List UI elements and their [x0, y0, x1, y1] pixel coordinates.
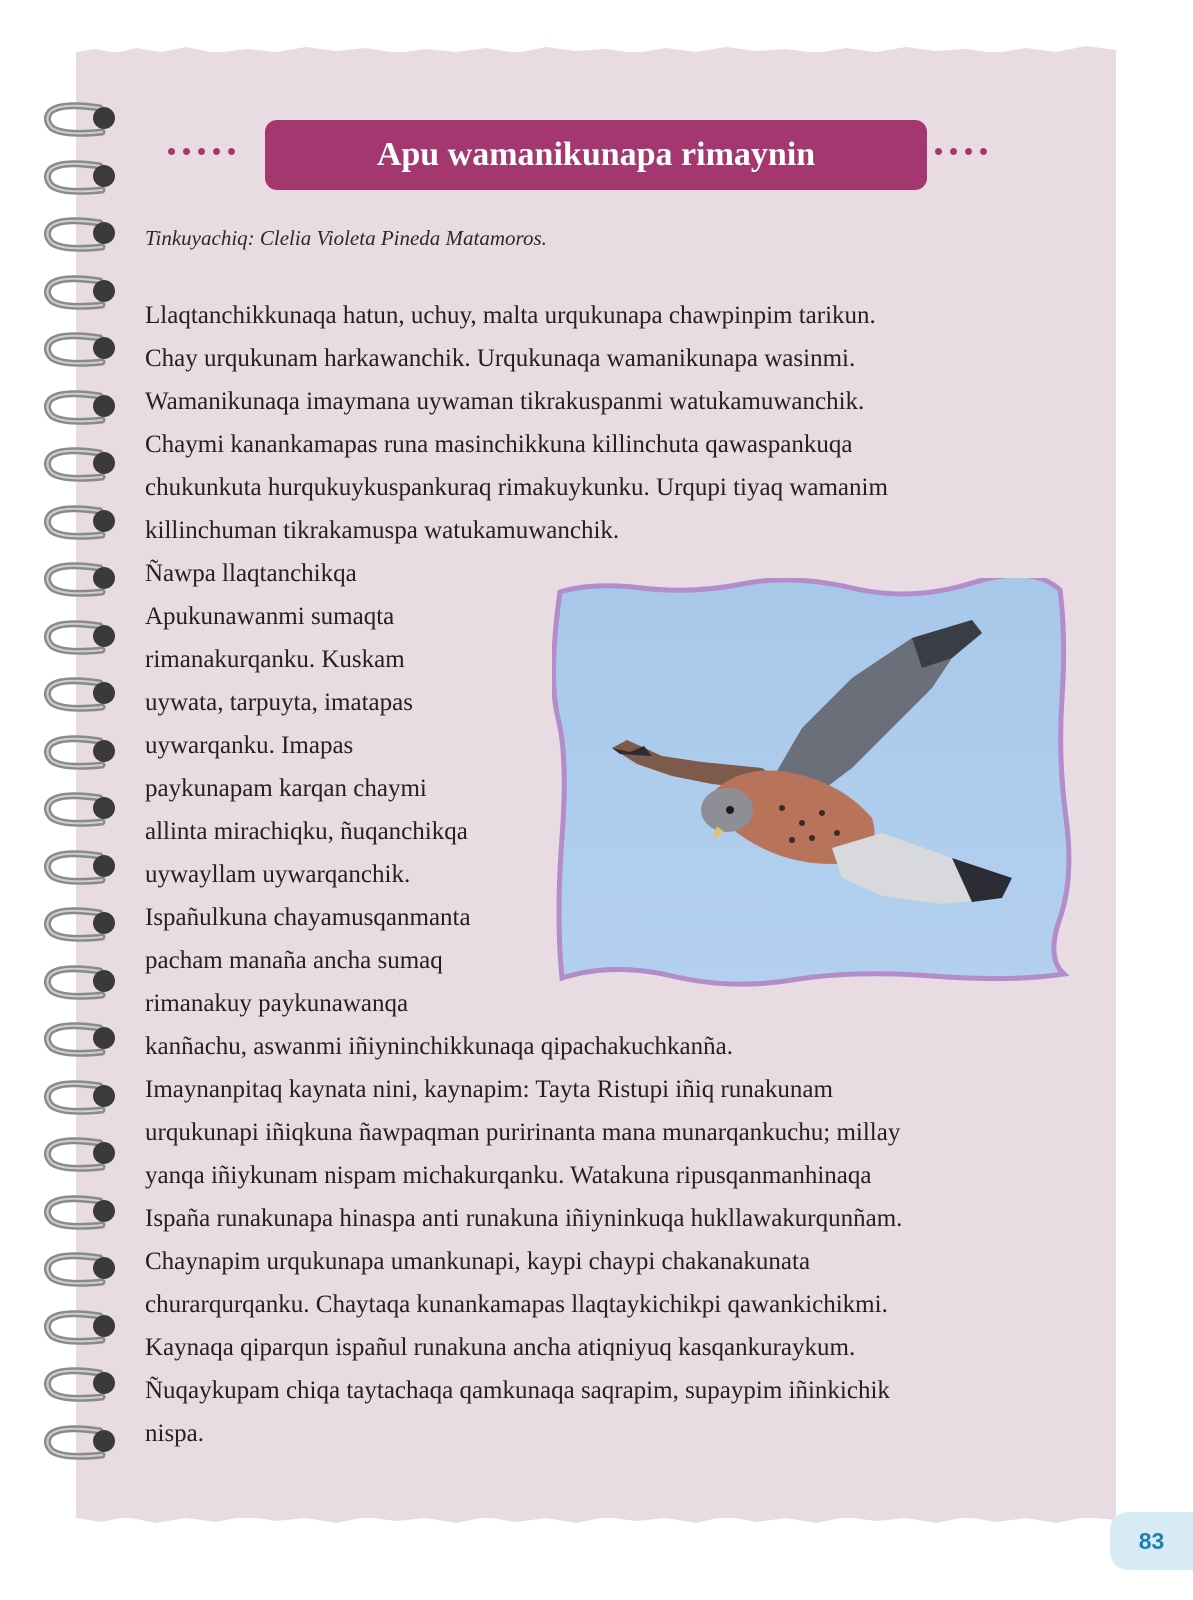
text-line: rimanakuy paykunawanqa [145, 990, 409, 1017]
torn-edge-top [76, 44, 1116, 58]
text-line: Ispaña runakunapa hinaspa anti runakuna iñiyninkuqa hukllawakurqunñam. [145, 1205, 903, 1232]
spiral-ring [40, 963, 130, 1003]
spiral-ring [40, 158, 130, 198]
text-line: allinta mirachiqku, ñuqanchikqa [145, 818, 468, 845]
paragraph-intro [145, 294, 888, 552]
text-line: Apukunawanmi sumaqta [145, 603, 395, 630]
text-line: Chaymi kanankamapas runa masinchikkuna killinchuta qawaspankuqa [145, 431, 853, 458]
spiral-ring [40, 1020, 130, 1060]
spiral-ring [40, 215, 130, 255]
page-number: 83 [1110, 1512, 1193, 1570]
spiral-ring [40, 1250, 130, 1290]
spiral-ring [40, 1193, 130, 1233]
spiral-ring [40, 100, 130, 140]
spiral-binding [40, 100, 130, 1480]
text-line: churarqurqanku. Chaytaqa kunankamapas llaqtaykichikpi qawankichikmi. [145, 1291, 888, 1318]
text-line: rimanakurqanku. Kuskam [145, 646, 405, 673]
paragraph-beside-photo [145, 552, 471, 1025]
text-line: yanqa iñiykunam nispam michakurqanku. Watakuna ripusqanmanhinaqa [145, 1162, 872, 1189]
spiral-ring [40, 1423, 130, 1463]
text-line: Imaynanpitaq kaynata nini, kaynapim: Tayta Ristupi iñiq runakunam [145, 1076, 833, 1103]
text-line: pacham manaña ancha sumaq [145, 947, 443, 974]
spiral-ring [40, 503, 130, 543]
torn-edge-bottom [76, 1512, 1116, 1526]
spiral-ring [40, 905, 130, 945]
spiral-ring [40, 388, 130, 428]
text-line: Ispañulkuna chayamusqanmanta [145, 904, 471, 931]
spiral-ring [40, 560, 130, 600]
spiral-ring [40, 618, 130, 658]
falcon-photo [552, 578, 1072, 988]
title-dots-right [920, 148, 987, 162]
spiral-ring [40, 1308, 130, 1348]
text-line: nispa. [145, 1420, 205, 1447]
page-title: Apu wamanikunapa rimaynin [265, 120, 927, 190]
text-line: chukunkuta hurqukuykuspankuraq rimakuykunku. Urqupi tiyaq wamanim [145, 474, 888, 501]
text-line: urqukunapi iñiqkuna ñawpaqman puririnanta mana munarqankuchu; millay [145, 1119, 901, 1146]
spiral-ring [40, 1078, 130, 1118]
text-line: Wamanikunaqa imaymana uywaman tikrakuspanmi watukamuwanchik. [145, 388, 865, 415]
spiral-ring [40, 445, 130, 485]
text-line: Chay urqukunam harkawanchik. Urqukunaqa wamanikunapa wasinmi. [145, 345, 856, 372]
text-line: Ñawpa llaqtanchikqa [145, 560, 357, 587]
text-line: killinchuman tikrakamuspa watukamuwanchik. [145, 517, 620, 544]
spiral-ring [40, 848, 130, 888]
text-line: Llaqtanchikkunaqa hatun, uchuy, malta urqukunapa chawpinpim tarikun. [145, 302, 876, 329]
spiral-ring [40, 330, 130, 370]
paragraph-continuation [145, 1025, 902, 1455]
spiral-ring [40, 1365, 130, 1405]
text-line: uywata, tarpuyta, imatapas [145, 689, 413, 716]
text-line: uywayllam uywarqanchik. [145, 861, 411, 888]
author-line: Tinkuyachiq: Clelia Violeta Pineda Matamoros. [145, 226, 547, 250]
text-line: Ñuqaykupam chiqa taytachaqa qamkunaqa saqrapim, supaypim iñinkichik [145, 1377, 890, 1404]
text-line: uywarqanku. Imapas [145, 732, 354, 759]
spiral-ring [40, 733, 130, 773]
spiral-ring [40, 273, 130, 313]
title-dots-left [168, 148, 235, 162]
text-line: Chaynapim urqukunapa umankunapi, kaypi chaypi chakanakunata [145, 1248, 811, 1275]
spiral-ring [40, 675, 130, 715]
text-line: Kaynaqa qiparqun ispañul runakuna ancha atiqniyuq kasqankuraykum. [145, 1334, 856, 1361]
text-line: paykunapam karqan chaymi [145, 775, 427, 802]
spiral-ring [40, 1135, 130, 1175]
spiral-ring [40, 790, 130, 830]
text-line: kanñachu, aswanmi iñiyninchikkunaqa qipachakuchkanña. [145, 1033, 734, 1060]
